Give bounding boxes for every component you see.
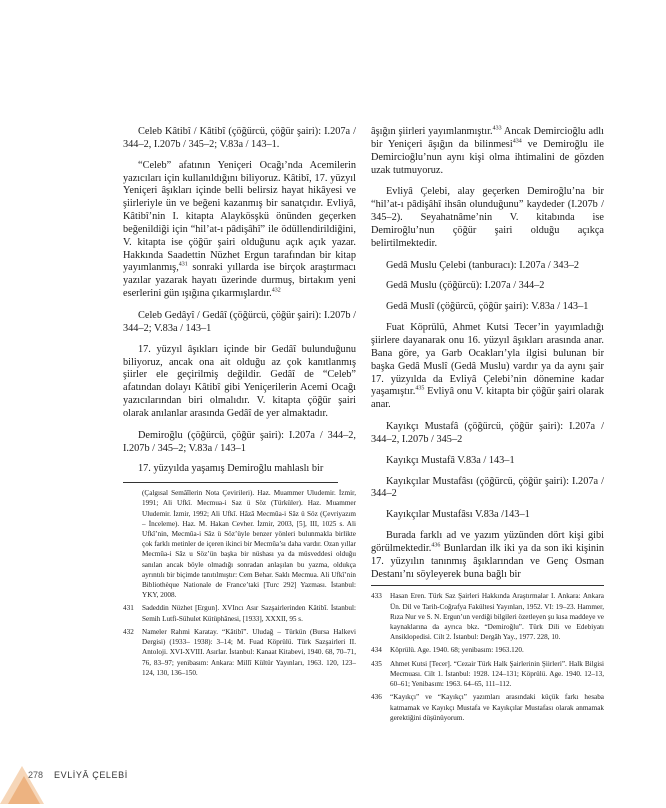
left-column: [123, 126, 356, 681]
paragraph-demiroglu-start: 17. yüzyılda yaşamış Demiroğlu mahlaslı bir: [138, 463, 324, 475]
right-column: [371, 126, 604, 726]
page-number: 278: [28, 770, 44, 780]
entry-celeb-katibi: Celeb Kâtibî / Kâtibî (çöğürcü, çöğür şairi): I.207a / 344–2, I.207b / 345–2; V.83a / 143–1.: [123, 126, 356, 150]
footnote-ref-431[interactable]: 431: [178, 262, 188, 269]
entry-geda-muslu: Gedâ Muslu (çöğürcü): I.207a / 344–2: [386, 280, 545, 292]
entry-kayikcilar-mustafasi-2: Kayıkçılar Mustafâsı V.83a /143–1: [386, 509, 530, 521]
footnote-431: 431 Sadeddin Nüzhet [Ergun]. XVIncı Asır Sazşairlerinden Kâtibî. İstanbul: Semih Lutfi-Sühulet Kütüphânesi, [1933], XXXII, 95 s.: [123, 604, 356, 623]
paragraph-geda-muslu: Fuat Köprülü, Ahmet Kutsi Tecer’in yayımladığı şiirlere dayanarak onu 16. yüzyıl âşıkları arasında anar. Bana göre, ya Garb Ocakları’yla ilgisi bulunan bir başka Gedâ Muslî (Gedâ Muslu) vardır ya da aynı şair 17. yüzyılda da Evliyâ Çelebi’nin dönemine kadar yaşamıştır.$^{435}$ Evliyâ onu V. kitapta bir çöğür şairi olarak anar.: [371, 322, 604, 411]
mountain-ornament-icon: [0, 760, 60, 808]
page-footer: [0, 760, 200, 808]
footnote-ref-434[interactable]: 434: [512, 138, 522, 145]
footnote-ref-436[interactable]: 436: [431, 542, 441, 549]
entry-geda-muslu-celebi: Gedâ Muslu Çelebi (tanburacı): I.207a / 343–2: [386, 259, 580, 271]
paragraph-four-persons: Burada farklı ad ve yazım yüzünden dört kişi gibi görülmektedir.$^{436}$ Bunlardan ilk iki ya da son iki kişinin 17. yüzyılın tanınmış âşıklarından ve Genç Osman Destanı’nı söyleyerek buna bağlı bir: [371, 530, 604, 580]
footnote-divider: [123, 482, 338, 483]
footnote-divider-right: [371, 585, 604, 586]
footnote-continued: (Çalgısal Semâîlerin Nota Çevirileri). Haz. Muammer Uludemir. İzmir, 1991; Ali Ufkî. Mecmua-i Saz ü Söz (Türküler). Haz. Muammer Uludemir. İzmir, 1992; Ali Ufkî. Hâzâ Mecmûa-i Sâz ü Söz (Çevriyazım – İnceleme). Haz. M. Hakan Cevher. İzmir, 2003, [5], III, 1025 s. Ali Ufkî’nin, Mecmûa-i Sâz ü Söz’üyle benzer yönleri bulunmakla birlikte çok farklı metinler de içeren ikinci bir Mecmûa’sı daha vardır. Ozan yıllar Mecmûa-i Sâz u Söz’ün başka bir nüshası ya da müsveddesi olduğu sanılan ancak böyle olmadığı sonradan anlaşılan bu yazma, oldukça ayrıntılı bir biçimde tanıtılmıştır: Cem Behar. Saklı Mecmua. Ali Ufkî’nin Bibliothèque Nationale de France’taki [Turc 292] Yazması. İstanbul: YKY, 2008.: [142, 489, 356, 600]
footnote-ref-433[interactable]: 433: [492, 125, 502, 132]
footnote-432: 432 Nameler Rahmi Karatay. “Kâtibî”. Uludağ – Türkün (Bursa Halkevi Dergisi) (1933– 1938): 3–14; M. Fuad Köprülü. Türk Sazşairleri II. Antoloji. XVI-XVIII. Asırlar. İstanbul: Kanaat Kitabevi, 1940. 68, 70–71, 76, 83–97; yenibasım: Ankara: Millî Kültür Yayınları, 1963. 120, 123–124, 130, 136–150.: [123, 627, 356, 677]
paragraph-evliya-demiroglu: Evliyâ Çelebi, alay geçerken Demiroğlu’na bir “hil’at-ı pâdişâhî ihsân olunduğunu” kaydeder (I.207b / 345–2). Seyahatnâme’nin V. kitabında ise Demiroğlu’nun çöğür şairi olduğu açıkça belirtilmektedir.: [371, 186, 604, 249]
footnote-433: 433 Hasan Eren. Türk Saz Şairleri Hakkında Araştırmalar I. Ankara: Ankara Ün. Dil ve Tarih-Coğrafya Fakültesi Yayınları, 1952. VI: 19–23. Hammer, Rıza Nur ve S. N. Ergun’un verdiği bilgileri özetleyen şu kısa maddeye ve kaynaklarına da ayrıca bkz. “Demiroğlu”. Türk Dili ve Edebiyatı Ansiklopedisi. Cilt 2. İstanbul: Dergâh Yay., 1977. 228, 10.: [371, 592, 604, 642]
entry-celeb-gedayi: Celeb Gedâyî / Gedâî (çöğürcü, çöğür şairi): I.207b / 344–2; V.83a / 143–1: [123, 309, 356, 334]
entry-kayikcilar-mustafasi-1: Kayıkçılar Mustafâsı (çöğürcü, çöğür şairi): I.207a / 344–2: [371, 475, 604, 500]
footnote-ref-432[interactable]: 432: [271, 287, 281, 294]
entry-demiroglu: Demiroğlu (çöğürcü, çöğür şairi): I.207a / 344–2, I.207b / 345–2; V.83a / 143–1: [123, 429, 356, 454]
footnote-ref-435[interactable]: 435: [415, 385, 425, 392]
footnote-434: 434 Köprülü. Age. 1940. 68; yenibasım: 1963.120.: [371, 646, 524, 655]
footnote-435: 435 Ahmet Kutsi [Tecer]. “Cezair Türk Halk Şairlerinin Şiirleri”. Halk Bilgisi Mecmuası. Cilt 1. İstanbul: 1928. 124–131; Köprülü. Age. 1940. 12–13, 60–61; Yenibasım: 1963. 64–65, 111–112.: [371, 659, 604, 689]
footnote-436: 436 “Kayıkçı” ve “Kayıkçı” yazımları arasındaki küçük farkı hesaba katmamak ve Kayıkçı Mustafa ve Kayıkçılar Mustafası olarak anmamak gerektiğini düşünüyorum.: [371, 693, 604, 722]
entry-geda-musli: Gedâ Muslî (çöğürcü, çöğür şairi): V.83a / 143–1: [386, 301, 589, 313]
paragraph-katibi: “Celeb” afatının Yeniçeri Ocağı’nda Acemilerin yazıcıları için kullanıldığını biliyoruz. Kâtibî, 17. yüzyıl Yeniçeri âşıkları içinde belli belirsiz hayat hikâyesi ve şiirleriyle ün ve beğeni kazanmış bir sanatçıdır. Evliyâ, Kâtibî’nin I. kitapta Alaykösşkü önünden geçerken beğenildiği için “hil’at-ı pâdişâhî” ile ödüllendirildiğini, V. kitapta ise çöğür şairi olduğunu açık açık yazar. Hakkında Saadettin Nüzhet Ergun tarafından bir kitap yayımlanmış,$^{431}$ sonraki yıllarda ise birçok araştırmacı yazılar yazarak hayatı üzerinde durmuş, birtakım yeni eserlerini gün ışığına çıkarmışlardır.$^{432}$: [123, 159, 356, 300]
entry-kayikci-mustafa-2: Kayıkçı Mustafâ V.83a / 143–1: [386, 454, 515, 466]
running-head: EVLİYÂ ÇELEBİ: [54, 770, 128, 780]
entry-kayikci-mustafa-1: Kayıkçı Mustafâ (çöğürcü, çöğür şairi): I.207a / 344–2, I.207b / 345–2: [371, 421, 604, 445]
paragraph-gedayi: 17. yüzyıl âşıkları içinde bir Gedâî bulunduğunu biliyoruz, ancak ona ait olduğu az çok kanıtlanmış şiirler ele geçirilmiş değildir. Gedâî de “Celeb” afatından dolayı Kâtibî gibi Yeniçerilerin Acemi Ocağı yazıcılarından biri olmalıdır. V. kitapta çöğür şairi olarak anılanlar arasında Gedâî de yer almaktadır.: [123, 343, 356, 419]
paragraph-demiroglu-cont: âşığın şiirleri yayımlanmıştır.$^{433}$ Ancak Demircioğlu adlı bir Yeniçeri âşığın da bilinmesi$^{434}$ ve Demiroğlu ile Demircioğlu’nun aynı kişi olma ihtimalini de gözden uzak tutmuyoruz.: [371, 125, 604, 176]
